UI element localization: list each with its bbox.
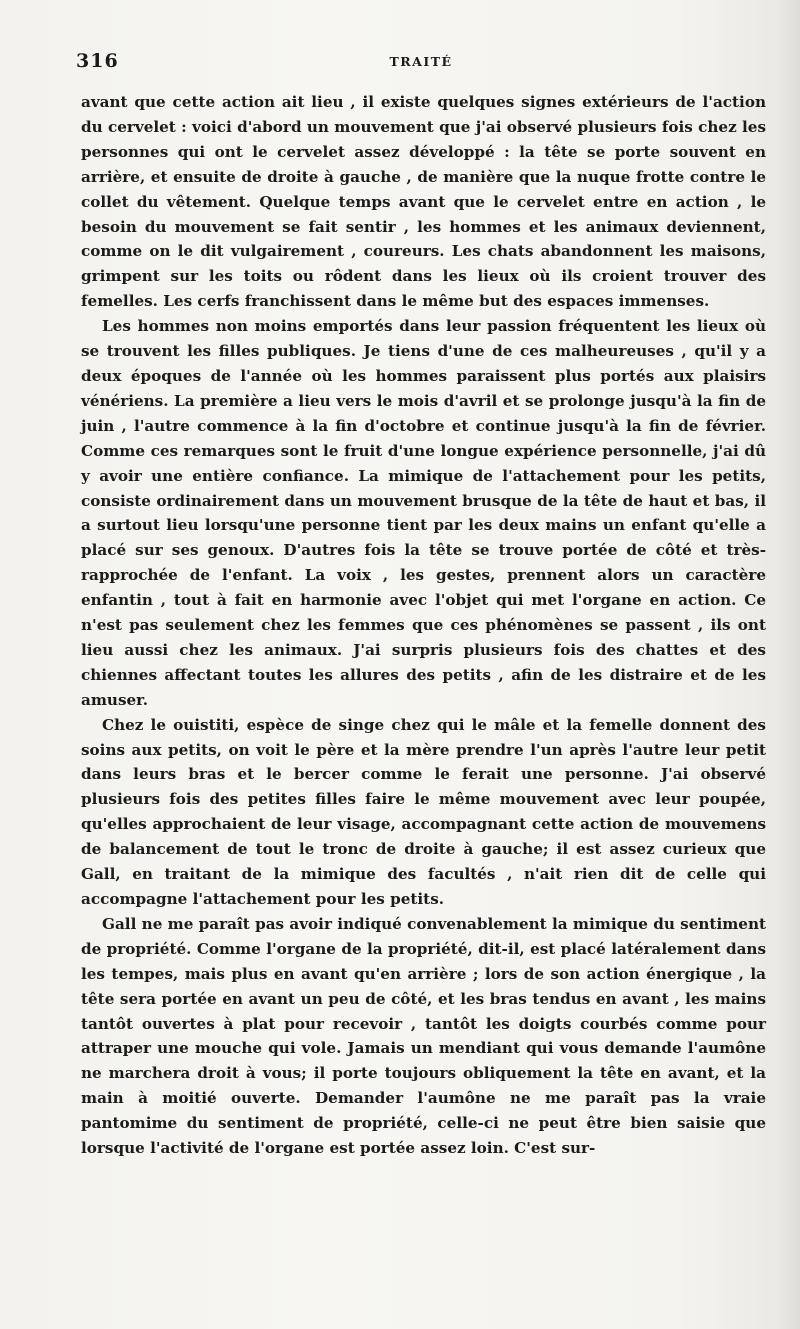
page-number: 316 (76, 50, 119, 72)
paragraph: Gall ne me paraît pas avoir indiqué convenablement la mimique du sentiment de propriété. Comme l'organe de la propriété, dit-il, est placé latéralement dans les tempes, mais plus en avant qu'en arrière ; lors de son action énergique , la tête sera portée en avant un peu de côté, et les bras tendus en avant , les mains tantôt ouvertes à plat pour recevoir , tantôt les doigts courbés comme pour attraper une mouche qui vole. Jamais un mendiant qui vous demande l'aumône ne marchera droit à vous; il porte toujours obliquement la tête en avant, et la main à moitié ouverte. Demander l'aumône ne me paraît pas la vraie pantomime du sentiment de propriété, celle-ci ne peut être bien saisie que lorsque l'activité de l'organe est portée assez loin. C'est sur- (81, 914, 766, 1158)
paragraph: Les hommes non moins emportés dans leur passion fréquentent les lieux où se trouvent les filles publiques. Je tiens d'une de ces malheureuses , qu'il y a deux époques de l'année où les hommes paraissent plus portés aux plaisirs vénériens. La première a lieu vers le mois d'avril et se prolonge jusqu'à la fin de juin , l'autre commence à la fin d'octobre et continue jusqu'à la fin de février. Comme ces remarques sont le fruit d'une longue expérience personnelle, j'ai dû y avoir une entière confiance. La mimique de l'attachement pour les petits, consiste ordinairement dans un mouvement brusque de la tête de haut et bas, il a surtout lieu lorsqu'une personne tient par les deux mains un enfant qu'elle a placé sur ses genoux. D'autres fois la tête se trouve portée de côté et très-rapprochée de l'enfant. La voix , les gestes, prennent alors un caractère enfantin , tout à fait en harmonie avec l'objet qui met l'organe en action. Ce n'est pas seulement chez les femmes que ces phénomènes se passent , ils ont lieu aussi chez les animaux. J'ai surpris plusieurs fois des chattes et des chiennes affectant toutes les allures des petits , afin de les distraire et de les amuser. (81, 317, 766, 709)
page-header (76, 50, 766, 80)
running-title: TRAITÉ (389, 54, 453, 69)
page-edge-shadow (778, 0, 800, 1329)
paragraph-continuation: avant que cette action ait lieu , il existe quelques signes extérieurs de l'action du cervelet : voici d'abord un mouvement que j'ai observé plusieurs fois chez les personnes qui ont le cervelet assez développé : la tête se porte souvent en arrière, et ensuite de droite à gauche , de manière que la nuque frotte contre le collet du vêtement. Quelque temps avant que le cervelet entre en action , le besoin du mouvement se fait sentir , les hommes et les animaux deviennent, comme on le dit vulgairement , coureurs. Les chats abandonnent les maisons, grimpent sur les toits ou rôdent dans les lieux où ils croient trouver des femelles. Les cerfs franchissent dans le même but des espaces immenses. (81, 93, 766, 311)
body-text (81, 90, 766, 1161)
paragraph: Chez le ouistiti, espèce de singe chez qui le mâle et la femelle donnent des soins aux petits, on voit le père et la mère prendre l'un après l'autre leur petit dans leurs bras et le bercer comme le ferait une personne. J'ai observé plusieurs fois des petites filles faire le même mouvement avec leur poupée, qu'elles approchaient de leur visage, accompagnant cette action de mouvemens de balancement de tout le tronc de droite à gauche; il est assez curieux que Gall, en traitant de la mimique des facultés , n'ait rien dit de celle qui accompagne l'attachement pour les petits. (81, 715, 766, 908)
